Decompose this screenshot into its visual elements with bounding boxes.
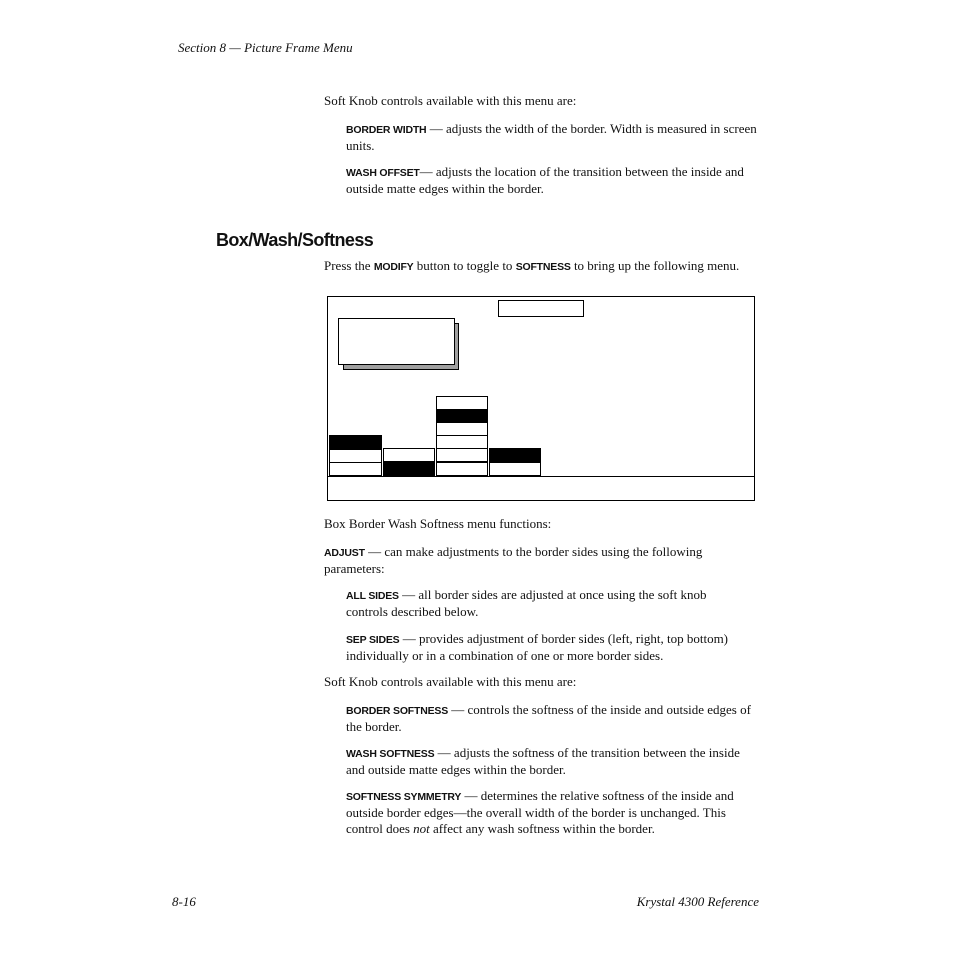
border-softness-desc: — controls the softness of the inside and outside edges of the border. <box>346 702 751 734</box>
adjust-term: ADJUST <box>324 547 365 559</box>
border-softness-item <box>346 702 759 735</box>
sep-sides-term: SEP SIDES <box>346 634 400 646</box>
menu-caption: Box Border Wash Softness menu functions: <box>324 516 552 531</box>
wash-softness-desc: — adjusts the softness of the transition between the inside and outside matte edges within the border. <box>346 745 740 777</box>
menu-button[interactable] <box>436 422 488 436</box>
menu-button[interactable] <box>436 396 488 410</box>
softness-menu-diagram <box>327 296 755 501</box>
softness-term: SOFTNESS <box>515 261 571 273</box>
menu-title-box <box>498 300 584 317</box>
menu-button[interactable] <box>489 462 541 476</box>
modify-term: MODIFY <box>373 261 414 273</box>
softness-symmetry-item <box>346 788 759 837</box>
menu-button-selected[interactable] <box>489 448 541 462</box>
all-sides-desc: — all border sides are adjusted at once using the soft knob controls described below. <box>346 587 707 619</box>
border-width-term: BORDER WIDTH <box>346 124 427 136</box>
adjust-item <box>324 544 749 577</box>
border-softness-term: BORDER SOFTNESS <box>346 705 449 717</box>
running-head: Section 8 — Picture Frame Menu <box>178 40 353 55</box>
page-number: 8-16 <box>172 894 196 909</box>
softness-symmetry-desc-b: affect any wash softness within the border. <box>429 821 655 836</box>
menu-window <box>338 318 455 365</box>
menu-button[interactable] <box>436 435 488 449</box>
menu-button[interactable] <box>329 462 382 476</box>
border-width-desc: — adjusts the width of the border. Width is measured in screen units. <box>346 121 757 153</box>
wash-softness-term: WASH SOFTNESS <box>346 748 435 760</box>
section-title: Box/Wash/Softness <box>216 230 374 250</box>
menu-button[interactable] <box>329 449 382 463</box>
menu-button[interactable] <box>436 448 488 462</box>
all-sides-item <box>346 587 751 620</box>
menu-button-selected[interactable] <box>329 435 382 449</box>
sep-sides-item <box>346 631 759 664</box>
intro-part-a: Press the <box>324 258 374 273</box>
book-title: Krystal 4300 Reference <box>636 894 759 909</box>
adjust-desc: — can make adjustments to the border sides using the following parameters: <box>324 544 703 576</box>
softness-symmetry-desc-a: — determines the relative softness of the inside and outside border edges—the overall width of the border is unchanged. This control does <box>346 788 734 836</box>
menu-button[interactable] <box>436 462 488 476</box>
wash-offset-desc: — adjusts the location of the transition between the inside and outside matte edges within the border. <box>346 164 744 196</box>
soft-knob-intro: Soft Knob controls available with this menu are: <box>324 674 577 689</box>
all-sides-term: ALL SIDES <box>346 590 399 602</box>
intro-part-c: to bring up the following menu. <box>570 258 740 273</box>
menu-status-divider <box>328 476 754 477</box>
menu-button-selected[interactable] <box>436 409 488 423</box>
section-intro <box>324 258 742 275</box>
wash-softness-item <box>346 745 746 778</box>
intro-part-b: button to toggle to <box>413 258 516 273</box>
wash-offset-term: WASH OFFSET <box>346 167 420 179</box>
menu-button[interactable] <box>383 448 435 462</box>
softness-symmetry-emphasis: not <box>413 821 430 836</box>
softness-symmetry-term: SOFTNESS SYMMETRY <box>346 791 462 803</box>
border-width-item <box>346 121 758 154</box>
wash-offset-item <box>346 164 758 197</box>
menu-button-selected[interactable] <box>383 462 435 476</box>
soft-knob-intro-top: Soft Knob controls available with this menu are: <box>324 93 577 108</box>
sep-sides-desc: — provides adjustment of border sides (left, right, top bottom) individually or in a combination of one or more border sides. <box>346 631 729 663</box>
